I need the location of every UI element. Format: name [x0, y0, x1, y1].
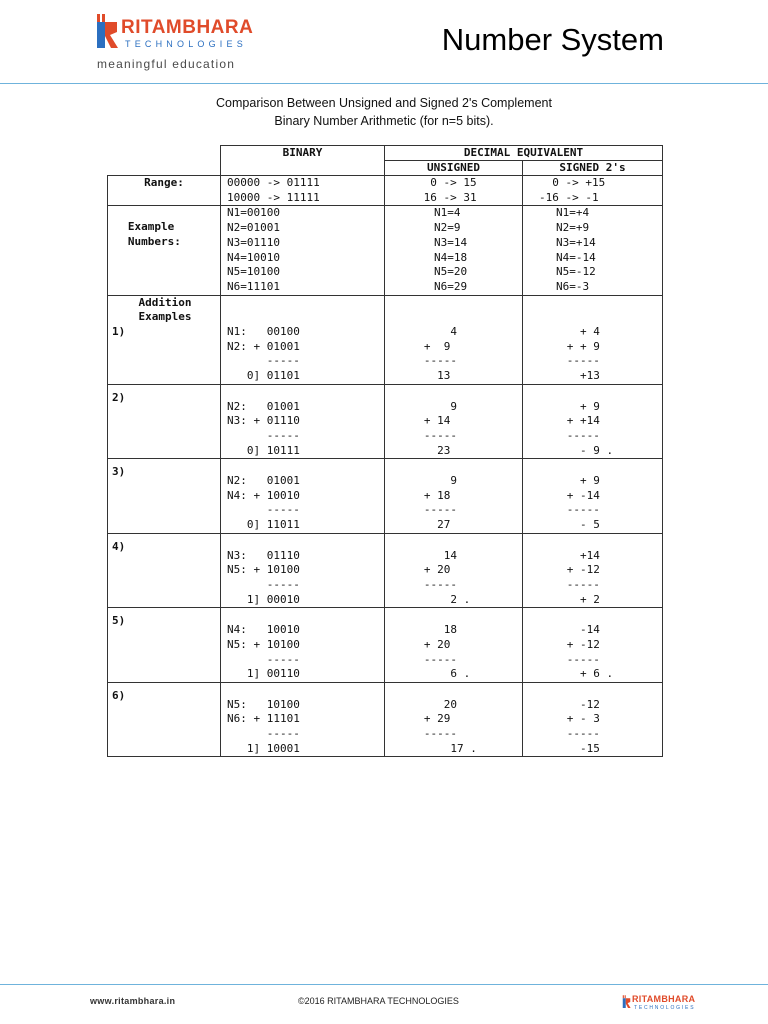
- table-row-addition-5: [108, 608, 663, 683]
- addition-4-unsigned: 14 + 20 ----- 2 .: [423, 548, 471, 606]
- range-unsigned-cell: [385, 176, 523, 206]
- addition-6-label: 6): [112, 688, 126, 702]
- examples-binary-cell: [221, 206, 385, 295]
- addition-3-label: 3): [112, 465, 126, 479]
- addition-1-signed: + 4 + + 9 ----- +13: [566, 325, 600, 383]
- footer-copyright: ©2016 RITAMBHARA TECHNOLOGIES: [298, 996, 459, 1006]
- addition-4-label: 4): [112, 539, 126, 553]
- addition-3-unsigned: 9 + 18 ----- 27: [423, 474, 457, 532]
- examples-signed: N1=+4 N2=+9 N3=+14 N4=-14 N5=-12 N6=-3: [556, 206, 596, 293]
- addition-6-binary: N5: 10100 N6: + 11101 ----- 1] 10001: [227, 697, 300, 755]
- examples-unsigned-cell: [385, 206, 523, 295]
- addition-6-unsigned-cell: [385, 682, 523, 757]
- addition-3-signed-cell: [523, 459, 663, 534]
- addition-4-label-cell: [108, 533, 221, 608]
- footer-logo-brand: RITAMBHARA: [632, 994, 696, 1004]
- addition-2-label: 2): [112, 390, 126, 404]
- addition-1-label-cell: [108, 295, 221, 384]
- logo-tagline: meaningful education: [97, 57, 236, 71]
- page-title: Number System: [441, 22, 664, 57]
- addition-4-signed-cell: [523, 533, 663, 608]
- addition-5-unsigned: 18 + 20 ----- 6 .: [423, 623, 471, 681]
- comparison-table: [107, 145, 663, 757]
- addition-1-label: Addition Examples 1): [112, 295, 192, 339]
- addition-6-binary-cell: [221, 682, 385, 757]
- addition-5-label: 5): [112, 614, 126, 628]
- addition-4-binary: N3: 01110 N5: + 10100 ----- 1] 00010: [227, 548, 300, 606]
- addition-4-binary-cell: [221, 533, 385, 608]
- table-row-addition-4: [108, 533, 663, 608]
- header-blank-cell: [108, 146, 221, 176]
- addition-5-label-cell: [108, 608, 221, 683]
- addition-4-unsigned-cell: [385, 533, 523, 608]
- addition-1-unsigned-cell: [385, 295, 523, 384]
- logo-sub-text: TECHNOLOGIES: [125, 39, 247, 49]
- range-label: Range:: [144, 176, 184, 189]
- addition-1-binary: N1: 00100 N2: + 01001 ----- 0] 01101: [227, 325, 300, 383]
- addition-4-signed: +14 + -12 ----- + 2: [566, 548, 600, 606]
- addition-1-unsigned: 4 + 9 ----- 13: [423, 325, 457, 383]
- addition-3-binary-cell: [221, 459, 385, 534]
- addition-5-binary: N4: 10010 N5: + 10100 ----- 1] 00110: [227, 623, 300, 681]
- header-binary: BINARY: [221, 146, 385, 176]
- examples-signed-cell: [523, 206, 663, 295]
- addition-5-unsigned-cell: [385, 608, 523, 683]
- table-caption: [0, 94, 768, 130]
- caption-line-2: Binary Number Arithmetic (for n=5 bits).: [274, 114, 494, 128]
- range-signed-cell: [523, 176, 663, 206]
- header-unsigned: UNSIGNED: [385, 161, 523, 176]
- addition-5-signed: -14 + -12 ----- + 6 .: [566, 623, 614, 681]
- addition-6-label-cell: [108, 682, 221, 757]
- addition-2-unsigned-cell: [385, 384, 523, 459]
- examples-label: Example Numbers:: [127, 220, 181, 249]
- addition-2-signed: + 9 + +14 ----- - 9 .: [566, 399, 614, 457]
- addition-3-label-cell: [108, 459, 221, 534]
- addition-1-signed-cell: [523, 295, 663, 384]
- range-signed: 0 -> +15 -16 -> -1: [539, 176, 606, 204]
- addition-2-binary: N2: 01001 N3: + 01110 ----- 0] 10111: [227, 399, 300, 457]
- range-unsigned: 0 -> 15 16 -> 31: [423, 176, 477, 204]
- addition-3-signed: + 9 + -14 ----- - 5: [566, 474, 600, 532]
- table-row-addition-6: [108, 682, 663, 757]
- table-row-examples: [108, 206, 663, 295]
- examples-binary: N1=00100 N2=01001 N3=01110 N4=10010 N5=10100 N6=11101: [227, 206, 280, 293]
- header-signed: SIGNED 2's: [523, 161, 663, 176]
- addition-2-binary-cell: [221, 384, 385, 459]
- logo-brand-text: RITAMBHARA: [121, 17, 254, 38]
- footer-logo: [622, 992, 702, 1018]
- addition-2-label-cell: [108, 384, 221, 459]
- addition-6-signed: -12 + - 3 ----- -15: [566, 697, 600, 755]
- addition-6-signed-cell: [523, 682, 663, 757]
- table-row-addition-3: [108, 459, 663, 534]
- examples-unsigned: N1=4 N2=9 N3=14 N4=18 N5=20 N6=29: [434, 206, 468, 293]
- table-row-range: [108, 176, 663, 206]
- addition-2-signed-cell: [523, 384, 663, 459]
- addition-3-unsigned-cell: [385, 459, 523, 534]
- caption-line-1: Comparison Between Unsigned and Signed 2's Complement: [216, 96, 552, 110]
- footer-website-link[interactable]: www.ritambhara.in: [90, 996, 176, 1006]
- table-row-addition-2: [108, 384, 663, 459]
- header-decimal-equivalent: DECIMAL EQUIVALENT: [385, 146, 663, 161]
- range-binary-cell: [221, 176, 385, 206]
- footer-divider: [0, 984, 768, 985]
- footer-logo-mark-icon: [622, 994, 631, 1010]
- addition-1-binary-cell: [221, 295, 385, 384]
- examples-label-cell: [108, 206, 221, 295]
- ritambhara-logo-mark-icon: [95, 14, 119, 50]
- addition-2-unsigned: 9 + 14 ----- 23: [423, 399, 457, 457]
- header-row-1: [108, 146, 663, 161]
- table-row-addition-1: [108, 295, 663, 384]
- addition-3-binary: N2: 01001 N4: + 10010 ----- 0] 11011: [227, 474, 300, 532]
- addition-5-signed-cell: [523, 608, 663, 683]
- header-divider: [0, 83, 768, 84]
- ritambhara-logo: [95, 14, 254, 72]
- range-binary: 00000 -> 01111 10000 -> 11111: [227, 176, 320, 204]
- addition-5-binary-cell: [221, 608, 385, 683]
- addition-6-unsigned: 20 + 29 ----- 17 .: [423, 697, 477, 755]
- footer-logo-sub: TECHNOLOGIES: [634, 1005, 696, 1011]
- range-label-cell: [108, 176, 221, 206]
